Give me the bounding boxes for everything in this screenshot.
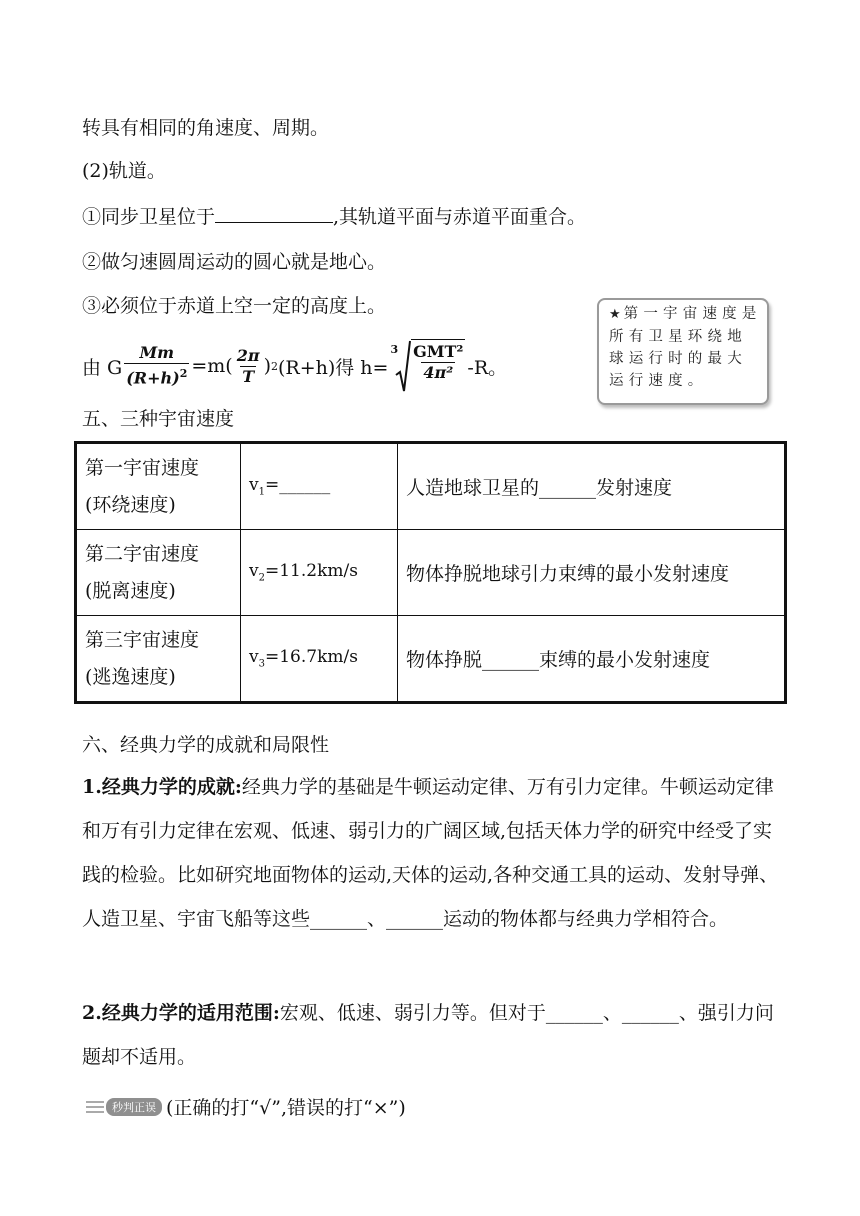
speed-desc-cell: 物体挣脱______束缚的最小发射速度 (398, 616, 786, 703)
paragraph-scope-body: 宏观、低速、弱引力等。但对于______、______、强引力问题却不适用。 (82, 1002, 774, 1068)
quick-judge-tag: 秒判正误 (106, 1098, 162, 1116)
speed-value: =16.7km/s (264, 647, 358, 668)
fraction-gravity (124, 343, 189, 388)
section-5-heading: 五、三种宇宙速度 (82, 408, 235, 430)
speed-subscript: 1 (258, 486, 265, 498)
root-index: 3 (390, 343, 399, 356)
speed-alias: (逃逸速度) (85, 665, 176, 688)
speed-name: 第三宇宙速度 (85, 628, 200, 651)
fraction-omega (235, 346, 262, 387)
speed-subscript: 2 (258, 572, 265, 584)
table-row (76, 530, 786, 616)
quick-judge-line (86, 1093, 406, 1120)
paragraph-achievements-title: 1.经典力学的成就: (82, 776, 242, 798)
fraction-root-numerator: GMT² (413, 342, 464, 361)
quick-judge-instruction: (正确的打“√”,错误的打“×”) (166, 1097, 406, 1119)
exponent: 2 (179, 367, 188, 381)
formula-close-paren: ) (263, 355, 271, 377)
fraction-omega-denominator-text: T (242, 366, 255, 386)
cosmic-speed-table (74, 441, 787, 704)
speed-symbol: v (249, 475, 259, 496)
section-6-heading: 六、经典力学的成就和局限性 (82, 734, 330, 756)
speed-desc-cell: 人造地球卫星的______发射速度 (398, 443, 786, 530)
formula-suffix: -R。 (467, 356, 508, 379)
fraction-root (411, 339, 465, 383)
fraction-gravity-numerator: Mm (139, 343, 175, 363)
speed-value-cell (241, 616, 398, 703)
text-line-3-end: ,其轨道平面与赤道平面重合。 (333, 206, 587, 228)
speed-name: 第二宇宙速度 (85, 542, 200, 565)
radical-sign-icon (395, 339, 411, 393)
formula-prefix: 由 G (82, 356, 123, 379)
speed-value: =______ (264, 475, 331, 496)
fraction-gravity-denominator (124, 363, 189, 388)
side-note (597, 298, 769, 405)
fraction-root-denominator (421, 362, 455, 383)
star-icon: ★ (609, 307, 621, 322)
cube-root (390, 339, 467, 393)
lines-icon (86, 1101, 104, 1113)
speed-symbol: v (249, 561, 259, 582)
speed-subscript: 3 (258, 658, 265, 670)
speed-symbol: v (249, 647, 259, 668)
speed-alias: (脱离速度) (85, 579, 176, 602)
fraction-gravity-denominator-text: (R+h) (126, 368, 180, 388)
speed-name: 第一宇宙速度 (85, 456, 200, 479)
speed-value-cell (241, 443, 398, 530)
text-line-2: (2)轨道。 (82, 160, 166, 182)
exponent: 2 (270, 359, 278, 373)
speed-name-cell (76, 616, 241, 703)
paragraph-achievements-body: 经典力学的基础是牛顿运动定律、万有引力定律。牛顿运动定律和万有引力定律在宏观、低速、弱引力的广阔区域,包括天体力学的研究中经受了实践的检验。比如研究地面物体的运动,天体的运动,各种交通工具的运动、发射导弹、人造卫星、宇宙飞船等这些______、______运动的物体都与经典力学相符合。 (82, 776, 779, 930)
speed-name-cell (76, 530, 241, 616)
paragraph-scope (82, 991, 782, 1079)
fraction-root-denominator-text: 4π² (423, 363, 454, 382)
text-line-4: ②做匀速圆周运动的圆心就是地心。 (82, 251, 387, 273)
speed-alias: (环绕速度) (85, 493, 176, 516)
paragraph-achievements (82, 765, 782, 941)
orbit-height-formula (82, 338, 507, 394)
side-note-text: 第一宇宙速度是所有卫星环绕地球运行时的最大运行速度。 (609, 306, 762, 389)
paragraph-scope-title: 2.经典力学的适用范围: (82, 1002, 280, 1024)
table-row (76, 616, 786, 703)
fraction-omega-denominator (240, 366, 256, 387)
speed-name-cell (76, 443, 241, 530)
fraction-omega-numerator: 2π (236, 345, 260, 365)
text-line-5: ③必须位于赤道上空一定的高度上。 (82, 295, 387, 317)
speed-value-cell (241, 530, 398, 616)
formula-eq-m: =m( (191, 355, 233, 377)
text-line-3-start: ①同步卫星位于 (82, 206, 216, 228)
text-line-1: 转具有相同的角速度、周期。 (82, 117, 330, 139)
text-line-3 (82, 204, 586, 229)
table-row (76, 443, 786, 530)
answer-blank (215, 204, 333, 223)
speed-desc-cell: 物体挣脱地球引力束缚的最小发射速度 (398, 530, 786, 616)
speed-value: =11.2km/s (264, 561, 358, 582)
formula-mid: (R+h)得 h= (277, 356, 389, 379)
